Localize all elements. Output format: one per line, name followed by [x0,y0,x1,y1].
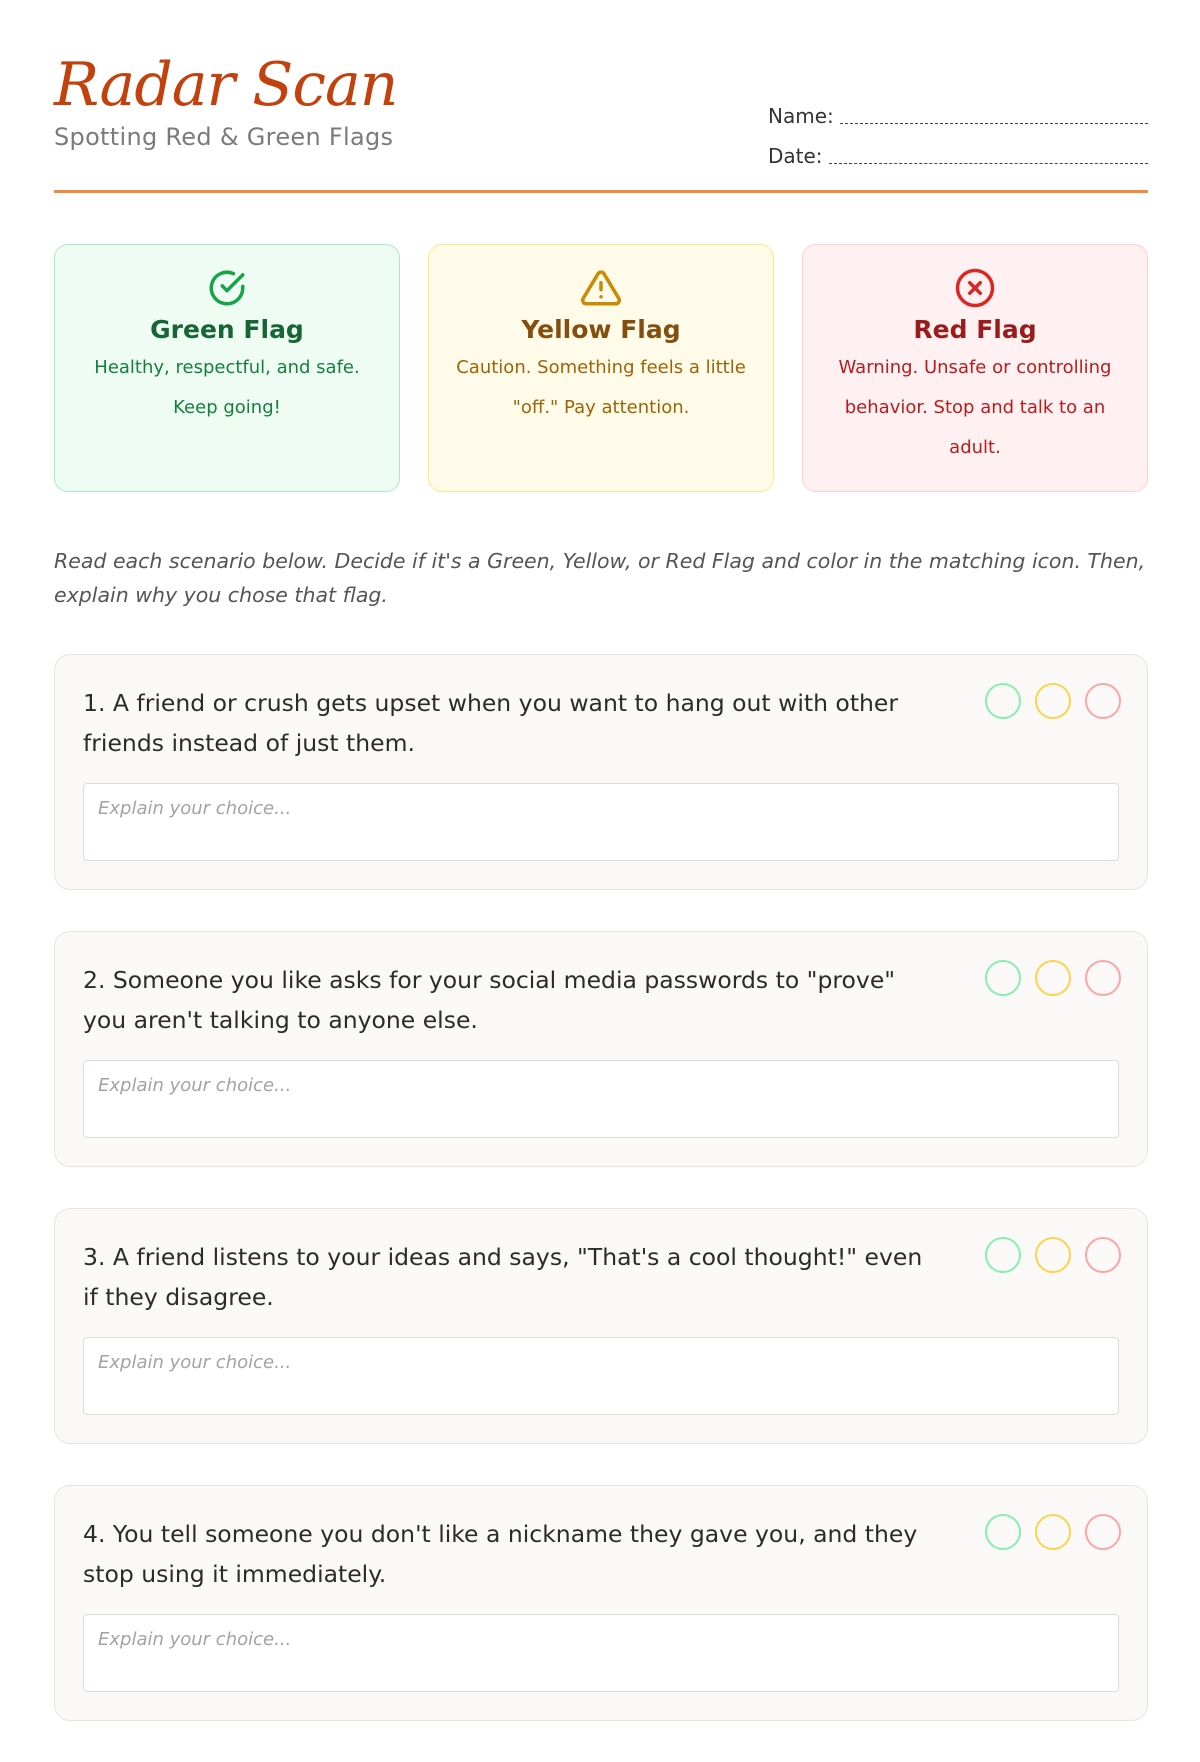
header [54,0,1148,193]
name-label: Name: [768,104,834,128]
yellow-flag-description: Caution. Something feels a little "off." Pay attention. [456,357,746,418]
scenario-text: 3. A friend listens to your ideas and says, "That's a cool thought!" even if they disagree. [83,1243,923,1311]
red-choice-circle[interactable] [1085,1237,1121,1273]
green-flag-card [54,244,400,492]
page-title: Radar Scan [54,50,398,120]
scenario-list [54,654,1148,1762]
flag-choices [985,1514,1121,1550]
check-circle-icon [206,267,248,309]
page-subtitle: Spotting Red & Green Flags [54,123,394,151]
yellow-choice-circle[interactable] [1035,1237,1071,1273]
yellow-choice-circle[interactable] [1035,683,1071,719]
red-flag-description: Warning. Unsafe or controlling behavior. Stop and talk to an adult. [838,357,1112,458]
yellow-flag-card [428,244,774,492]
student-info [768,88,1148,168]
red-choice-circle[interactable] [1085,1514,1121,1550]
date-row [768,128,1148,168]
yellow-flag-title: Yellow Flag [521,315,681,344]
red-choice-circle[interactable] [1085,960,1121,996]
green-flag-title: Green Flag [150,315,304,344]
explanation-field[interactable] [83,1614,1119,1692]
explanation-field[interactable] [83,1060,1119,1138]
green-flag-description: Healthy, respectful, and safe. Keep going! [94,357,360,418]
flag-legend [54,244,1148,492]
flag-choices [985,960,1121,996]
scenario-card [54,1208,1148,1444]
x-circle-icon [954,267,996,309]
green-choice-circle[interactable] [985,960,1021,996]
flag-choices [985,683,1121,719]
warning-triangle-icon [580,267,622,309]
green-choice-circle[interactable] [985,683,1021,719]
red-flag-title: Red Flag [913,315,1037,344]
yellow-choice-circle[interactable] [1035,1514,1071,1550]
green-choice-circle[interactable] [985,1514,1021,1550]
scenario-card [54,1485,1148,1721]
scenario-text: 2. Someone you like asks for your social media passwords to "prove" you aren't talking to anyone else. [83,966,896,1034]
name-row [768,88,1148,128]
red-choice-circle[interactable] [1085,683,1121,719]
explanation-field[interactable] [83,783,1119,861]
explanation-field[interactable] [83,1337,1119,1415]
date-blank[interactable] [829,162,1148,164]
yellow-choice-circle[interactable] [1035,960,1071,996]
flag-choices [985,1237,1121,1273]
instructions: Read each scenario below. Decide if it's a Green, Yellow, or Red Flag and color in the matching icon. Then, explain why you chose that flag. [54,549,1146,607]
scenario-text: 4. You tell someone you don't like a nickname they gave you, and they stop using it immediately. [83,1520,918,1588]
worksheet-page [54,0,1148,1588]
green-choice-circle[interactable] [985,1237,1021,1273]
name-blank[interactable] [840,122,1148,124]
date-label: Date: [768,144,823,168]
scenario-card [54,654,1148,890]
scenario-card [54,931,1148,1167]
scenario-text: 1. A friend or crush gets upset when you want to hang out with other friends instead of just them. [83,689,899,757]
red-flag-card [802,244,1148,492]
